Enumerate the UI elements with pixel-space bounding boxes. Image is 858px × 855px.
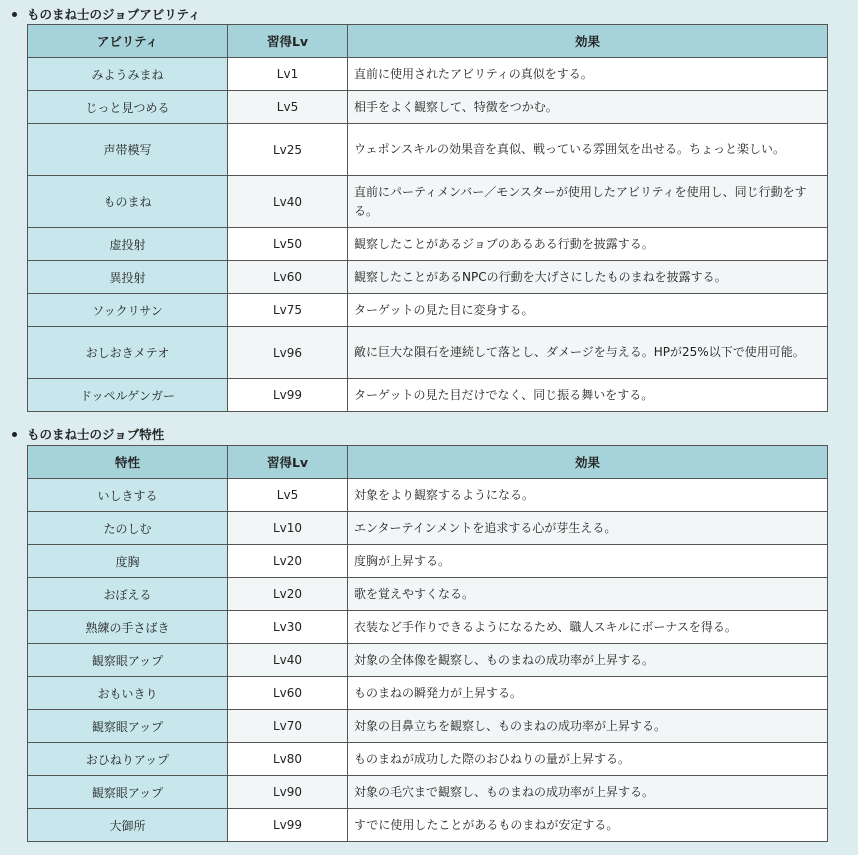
row-level: Lv1 xyxy=(228,58,348,91)
table-row xyxy=(28,379,828,412)
row-effect: 対象の全体像を観察し、ものまねの成功率が上昇する。 xyxy=(348,644,828,677)
table-row xyxy=(28,512,828,545)
col-header-level: 習得Lv xyxy=(228,446,348,479)
row-effect: 歌を覚えやすくなる。 xyxy=(348,578,828,611)
row-name: いしきする xyxy=(28,479,228,512)
row-name: じっと見つめる xyxy=(28,91,228,124)
row-effect: 相手をよく観察して、特徴をつかむ。 xyxy=(348,91,828,124)
row-effect: 観察したことがあるジョブのあるある行動を披露する。 xyxy=(348,228,828,261)
row-effect: 衣装など手作りできるようになるため、職人スキルにボーナスを得る。 xyxy=(348,611,828,644)
col-header-effect: 効果 xyxy=(348,25,828,58)
row-effect: すでに使用したことがあるものまねが安定する。 xyxy=(348,809,828,842)
row-name: みようみまね xyxy=(28,58,228,91)
table-row xyxy=(28,228,828,261)
table-row xyxy=(28,743,828,776)
row-effect: ターゲットの見た目に変身する。 xyxy=(348,294,828,327)
row-name: たのしむ xyxy=(28,512,228,545)
table-row xyxy=(28,545,828,578)
row-level: Lv10 xyxy=(228,512,348,545)
row-level: Lv60 xyxy=(228,677,348,710)
row-name: 異投射 xyxy=(28,261,228,294)
row-level: Lv25 xyxy=(228,124,348,176)
row-name: 声帯模写 xyxy=(28,124,228,176)
row-name: 観察眼アップ xyxy=(28,776,228,809)
col-header-effect: 効果 xyxy=(348,446,828,479)
row-name: 観察眼アップ xyxy=(28,644,228,677)
ability-section-heading xyxy=(12,6,201,24)
row-name: 大御所 xyxy=(28,809,228,842)
table-row xyxy=(28,176,828,228)
table-row xyxy=(28,91,828,124)
table-row xyxy=(28,611,828,644)
col-header-ability: アビリティ xyxy=(28,25,228,58)
trait-section-title: ものまね士のジョブ特性 xyxy=(27,427,165,442)
ability-table-header-row xyxy=(28,25,828,58)
bullet-icon xyxy=(12,432,17,437)
row-effect: 対象の目鼻立ちを観察し、ものまねの成功率が上昇する。 xyxy=(348,710,828,743)
row-name: おぼえる xyxy=(28,578,228,611)
col-header-trait: 特性 xyxy=(28,446,228,479)
row-level: Lv40 xyxy=(228,644,348,677)
row-effect: ターゲットの見た目だけでなく、同じ振る舞いをする。 xyxy=(348,379,828,412)
row-effect: 観察したことがあるNPCの行動を大げさにしたものまねを披露する。 xyxy=(348,261,828,294)
row-name: 熟練の手さばき xyxy=(28,611,228,644)
row-name: ものまね xyxy=(28,176,228,228)
table-row xyxy=(28,578,828,611)
row-level: Lv30 xyxy=(228,611,348,644)
table-row xyxy=(28,261,828,294)
row-effect: ウェポンスキルの効果音を真似、戦っている雰囲気を出せる。ちょっと楽しい。 xyxy=(348,124,828,176)
row-effect: 直前にパーティメンバー／モンスターが使用したアビリティを使用し、同じ行動をする。 xyxy=(348,176,828,228)
row-effect: 対象をより観察するようになる。 xyxy=(348,479,828,512)
row-level: Lv20 xyxy=(228,545,348,578)
row-level: Lv99 xyxy=(228,379,348,412)
table-row xyxy=(28,58,828,91)
row-effect: エンターテインメントを追求する心が芽生える。 xyxy=(348,512,828,545)
col-header-level: 習得Lv xyxy=(228,25,348,58)
row-level: Lv40 xyxy=(228,176,348,228)
table-row xyxy=(28,677,828,710)
row-effect: 対象の毛穴まで観察し、ものまねの成功率が上昇する。 xyxy=(348,776,828,809)
row-name: ソックリサン xyxy=(28,294,228,327)
row-level: Lv80 xyxy=(228,743,348,776)
trait-table-header-row xyxy=(28,446,828,479)
trait-table xyxy=(27,445,828,842)
row-level: Lv5 xyxy=(228,91,348,124)
row-effect: ものまねの瞬発力が上昇する。 xyxy=(348,677,828,710)
row-level: Lv50 xyxy=(228,228,348,261)
bullet-icon xyxy=(12,12,17,17)
table-row xyxy=(28,124,828,176)
table-row xyxy=(28,710,828,743)
row-name: おもいきり xyxy=(28,677,228,710)
row-effect: 度胸が上昇する。 xyxy=(348,545,828,578)
row-level: Lv96 xyxy=(228,327,348,379)
row-effect: ものまねが成功した際のおひねりの量が上昇する。 xyxy=(348,743,828,776)
row-name: 虚投射 xyxy=(28,228,228,261)
row-name: おひねりアップ xyxy=(28,743,228,776)
ability-section-title: ものまね士のジョブアビリティ xyxy=(27,7,201,22)
table-row xyxy=(28,327,828,379)
row-effect: 直前に使用されたアビリティの真似をする。 xyxy=(348,58,828,91)
row-level: Lv5 xyxy=(228,479,348,512)
table-row xyxy=(28,294,828,327)
row-name: ドッペルゲンガー xyxy=(28,379,228,412)
table-row xyxy=(28,776,828,809)
row-level: Lv20 xyxy=(228,578,348,611)
row-level: Lv99 xyxy=(228,809,348,842)
trait-section-heading xyxy=(12,426,164,444)
row-level: Lv75 xyxy=(228,294,348,327)
row-level: Lv60 xyxy=(228,261,348,294)
row-name: 度胸 xyxy=(28,545,228,578)
row-level: Lv70 xyxy=(228,710,348,743)
table-row xyxy=(28,479,828,512)
row-name: 観察眼アップ xyxy=(28,710,228,743)
table-row xyxy=(28,644,828,677)
row-effect: 敵に巨大な隕石を連続して落とし、ダメージを与える。HPが25%以下で使用可能。 xyxy=(348,327,828,379)
row-level: Lv90 xyxy=(228,776,348,809)
table-row xyxy=(28,809,828,842)
row-name: おしおきメテオ xyxy=(28,327,228,379)
ability-table xyxy=(27,24,828,412)
